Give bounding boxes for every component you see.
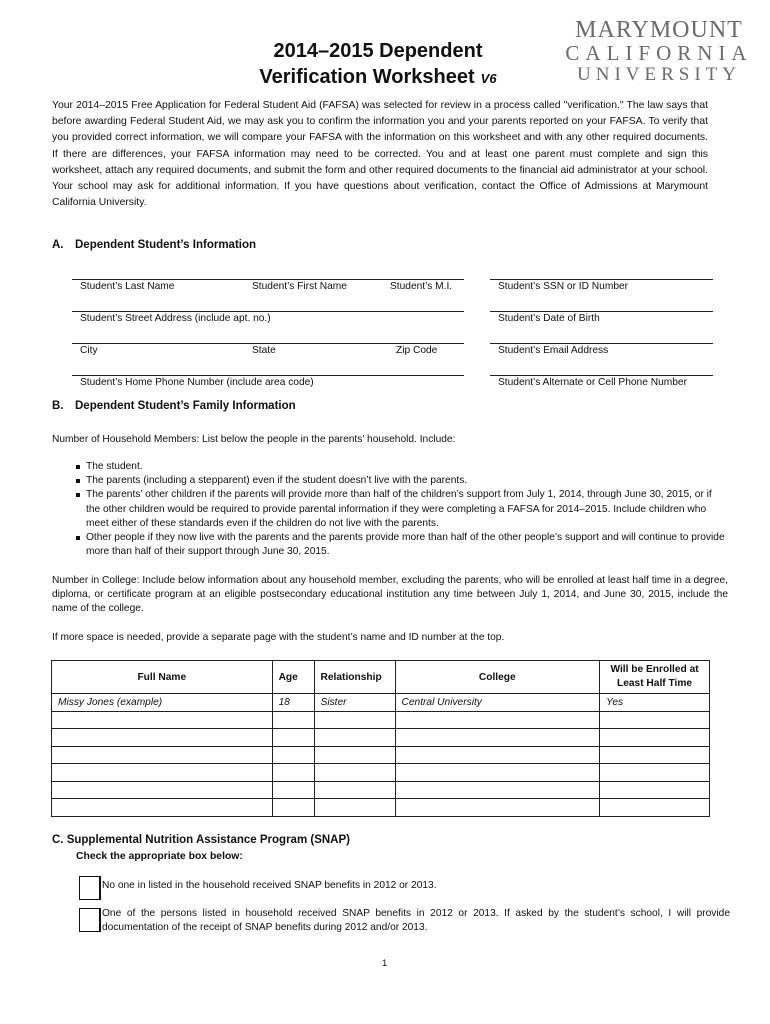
bullet-square-icon xyxy=(76,536,80,540)
bullet-square-icon xyxy=(76,465,80,469)
household-bullets xyxy=(52,460,728,559)
section-b-heading: B. Dependent Student’s Family Information xyxy=(52,400,296,412)
dob-label: Student’s Date of Birth xyxy=(498,313,600,324)
example-name: Missy Jones (example) xyxy=(52,694,273,712)
list-item: The student. xyxy=(52,460,728,474)
worksheet-title xyxy=(248,38,508,92)
bullet-square-icon xyxy=(76,479,80,483)
list-item: Other people if they now live with the parents and the parents provide more than half of the other people’s support and will continue to provide more than half of their support through June 30, 2015. xyxy=(52,531,728,559)
col-age: Age xyxy=(272,661,314,694)
cell-phone-label: Student’s Alternate or Cell Phone Number xyxy=(498,377,687,388)
example-relationship: Sister xyxy=(314,694,395,712)
col-enrolled: Will be Enrolled at Least Half Time xyxy=(600,661,710,694)
street-line[interactable] xyxy=(72,311,464,312)
mi-label: Student’s M.I. xyxy=(390,281,453,292)
name-line[interactable] xyxy=(72,279,464,280)
street-label: Student’s Street Address (include apt. no.) xyxy=(80,313,271,324)
logo-line-2: CALIFORNIA xyxy=(565,41,753,65)
email-label: Student’s Email Address xyxy=(498,345,609,356)
table-header-row xyxy=(52,661,710,694)
section-c-heading: C. Supplemental Nutrition Assistance Program (SNAP) xyxy=(52,834,350,846)
page-number: 1 xyxy=(382,958,388,969)
table-row-example xyxy=(52,694,710,712)
home-phone-line[interactable] xyxy=(72,375,464,376)
snap-none-label: No one in listed in the household received SNAP benefits in 2012 or 2013. xyxy=(102,880,437,891)
snap-received-checkbox[interactable] xyxy=(79,908,101,932)
example-enrolled: Yes xyxy=(600,694,710,712)
table-row[interactable] xyxy=(52,746,710,764)
example-age: 18 xyxy=(272,694,314,712)
section-c-subheading: Check the appropriate box below: xyxy=(76,851,243,862)
table-row[interactable] xyxy=(52,799,710,817)
university-logo xyxy=(560,18,758,86)
logo-line-1: MARYMOUNT xyxy=(575,17,743,43)
example-college: Central University xyxy=(395,694,600,712)
college-note: Number in College: Include below information about any household member, excluding the parents, who will be enrolled at least half time in a degree, diploma, or certificate program at an eligible postsecondary educational institution any time between July 1, 2014, and June 30, 2015, include the name of the college. xyxy=(52,575,728,615)
cell-phone-line[interactable] xyxy=(490,375,713,376)
title-line-1: 2014–2015 Dependent xyxy=(273,40,483,62)
snap-none-checkbox[interactable] xyxy=(79,876,101,900)
col-full-name: Full Name xyxy=(52,661,273,694)
city-line[interactable] xyxy=(72,343,464,344)
table-row[interactable] xyxy=(52,729,710,747)
last-name-label: Student’s Last Name xyxy=(80,281,175,292)
ssn-line[interactable] xyxy=(490,279,713,280)
city-label: City xyxy=(80,345,98,356)
title-line-2: Verification Worksheet xyxy=(259,66,475,88)
snap-received-label: One of the persons listed in household received SNAP benefits in 2012 or 2013. If asked by the student’s school, I will provide documentation of the receipt of SNAP benefits during 2012 and/or 2013. xyxy=(102,908,730,934)
bullet-square-icon xyxy=(76,493,80,497)
col-relationship: Relationship xyxy=(314,661,395,694)
email-line[interactable] xyxy=(490,343,713,344)
list-item: The parents’ other children if the parents will provide more than half of the children’s support from July 1, 2014, through June 30, 2015, or if the other children would be required to provide parental information if they were completing a FAFSA for 2014–2015. Include children who meet either of these standards even if the children do not live with the parents. xyxy=(52,488,728,531)
space-note: If more space is needed, provide a separate page with the student’s name and ID number at the top. xyxy=(52,632,505,643)
list-item: The parents (including a stepparent) even if the student doesn’t live with the parents. xyxy=(52,474,728,488)
dob-line[interactable] xyxy=(490,311,713,312)
home-phone-label: Student’s Home Phone Number (include area code) xyxy=(80,377,314,388)
col-college: College xyxy=(395,661,600,694)
zip-label: Zip Code xyxy=(396,345,438,356)
first-name-label: Student’s First Name xyxy=(252,281,347,292)
table-row[interactable] xyxy=(52,764,710,782)
version-label: V6 xyxy=(480,71,497,86)
household-table xyxy=(51,660,710,817)
ssn-label: Student’s SSN or ID Number xyxy=(498,281,629,292)
state-label: State xyxy=(252,345,276,356)
table-row[interactable] xyxy=(52,781,710,799)
table-row[interactable] xyxy=(52,711,710,729)
section-a-heading: A. Dependent Student’s Information xyxy=(52,239,257,251)
household-intro: Number of Household Members: List below the people in the parents’ household. Include: xyxy=(52,434,456,445)
intro-paragraph: Your 2014–2015 Free Application for Federal Student Aid (FAFSA) was selected for review in a process called "verification." The law says that before awarding Federal Student Aid, we may ask you to confirm the information you and your parents reported on your FAFSA. To verify that you provided correct information, we will compare your FAFSA with the information on this worksheet and with any other required documents. If there are differences, your FAFSA information may need to be corrected. You and at least one parent must complete and sign this worksheet, attach any required documents, and submit the form and other required documents to the financial aid administrator at your school. Your school may ask for additional information. If you have questions about verification, contact the Office of Admissions at Marymount California University. xyxy=(52,100,708,209)
logo-line-3: UNIVERSITY xyxy=(577,64,741,85)
